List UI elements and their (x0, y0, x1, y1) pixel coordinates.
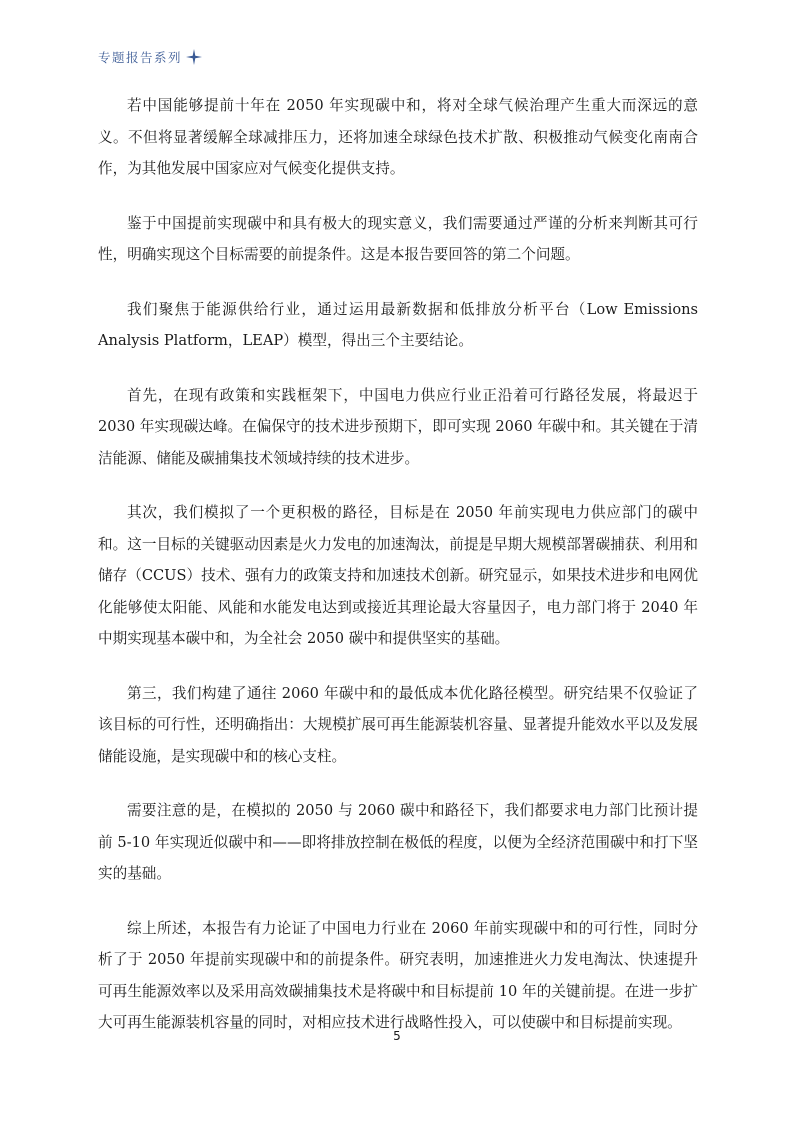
four-point-star-icon (186, 49, 202, 65)
paragraph: 需要注意的是，在模拟的 2050 与 2060 碳中和路径下，我们都要求电力部门比预计提前 5-10 年实现近似碳中和——即将排放控制在极低的程度，以便为全经济范围碳中和打下坚实的基础。 (98, 802, 698, 882)
paragraph: 我们聚焦于能源供给行业，通过运用最新数据和低排放分析平台（Low Emissions Analysis Platform，LEAP）模型，得出三个主要结论。 (98, 300, 698, 349)
paragraph: 第三，我们构建了通往 2060 年碳中和的最低成本优化路径模型。研究结果不仅验证了该目标的可行性，还明确指出：大规模扩展可再生能源装机容量、显著提升能效水平以及发展储能设施，是实现碳中和的核心支柱。 (98, 684, 698, 765)
running-header (98, 48, 202, 66)
report-series-label: 专题报告系列 (98, 50, 183, 65)
paragraph: 若中国能够提前十年在 2050 年实现碳中和，将对全球气候治理产生重大而深远的意义。不但将显著缓解全球减排压力，还将加速全球绿色技术扩散、积极推动气候变化南南合作，为其他发展中国家应对气候变化提供支持。 (98, 97, 698, 177)
paragraph: 其次，我们模拟了一个更积极的路径，目标是在 2050 年前实现电力供应部门的碳中和。这一目标的关键驱动因素是火力发电的加速淘汰，前提是早期大规模部署碳捕获、利用和储存（CCUS）技术、强有力的政策支持和加速技术创新。研究显示，如果技术进步和电网优化能够使太阳能、风能和水能发电达到或接近其理论最大容量因子，电力部门将于 2040 年中期实现基本碳中和，为全社会 2050 碳中和提供坚实的基础。 (98, 504, 698, 647)
paragraph: 鉴于中国提前实现碳中和具有极大的现实意义，我们需要通过严谨的分析来判断其可行性，明确实现这个目标需要的前提条件。这是本报告要回答的第二个问题。 (98, 214, 698, 263)
page-number: 5 (393, 1029, 401, 1043)
paragraph: 首先，在现有政策和实践框架下，中国电力供应行业正沿着可行路径发展，将最迟于 2030 年实现碳达峰。在偏保守的技术进步预期下，即可实现 2060 年碳中和。其关键在于清洁能源、储能及碳捕集技术领域持续的技术进步。 (98, 386, 698, 467)
paragraph: 综上所述，本报告有力论证了中国电力行业在 2060 年前实现碳中和的可行性，同时分析了于 2050 年提前实现碳中和的前提条件。研究表明，加速推进火力发电淘汰、快速提升可再生能源效率以及采用高效碳捕集技术是将碳中和目标提前 10 年的关键前提。在进一步扩大可再生能源装机容量的同时，对相应技术进行战略性投入，可以使碳中和目标提前实现。 (98, 919, 698, 1031)
body-text (98, 90, 698, 1062)
